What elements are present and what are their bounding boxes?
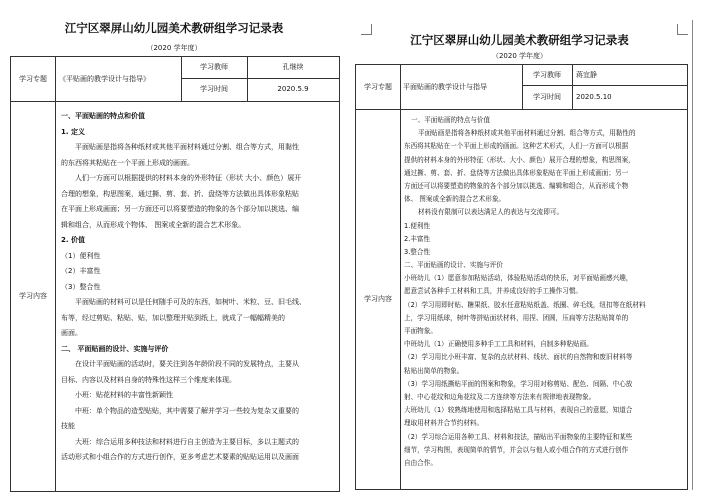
content-line: 二、 平面贴画的设计、实施与评价 bbox=[61, 344, 169, 353]
content-line: 中班：单个物品的造型贴贴，其中需要了解并学习一些较为复杂又重要的 bbox=[75, 406, 299, 415]
content-line: 自由合作。 bbox=[404, 458, 437, 467]
content-line: 材料没有限制可以表达满足人的表达与交流即可。 bbox=[418, 208, 564, 217]
content-line: 平面物象。 bbox=[404, 327, 437, 335]
content-line: 活动形式和小组合作的方式进行创作，更多考虑艺术要素的贴贴运用以及画面 bbox=[61, 453, 299, 461]
content-line: 大班幼儿（1）较熟练地使用和选择粘贴工具与材料，表现自己的意愿，知道合 bbox=[404, 406, 633, 415]
record-table bbox=[10, 56, 340, 492]
content-line: 1. 定义 bbox=[61, 127, 85, 136]
content-line: 的东西将其粘贴在一个平面上形成的画面。 bbox=[61, 158, 194, 167]
content-line: 在设计平面贴画的活动时，要关注到各年龄阶段不同的发展特点，主要从 bbox=[75, 360, 299, 368]
content-line: 二、平面贴画的设计、实施与评价 bbox=[404, 261, 503, 270]
content-body bbox=[61, 109, 337, 491]
page-title: 江宁区翠屏山幼儿园美术教研组学习记录表 bbox=[410, 33, 629, 47]
content-line: 愿意尝试各种手工材料和工具，并养成良好的手工操作习惯。 bbox=[404, 287, 583, 296]
record-table bbox=[355, 64, 688, 490]
content-line: 人们一方面可以根据提供的材料本身的外形特征（形状 大小、颜色）展开 bbox=[75, 174, 302, 182]
academic-year: （2020 学年度） bbox=[491, 52, 548, 60]
topic-value: 平面贴画的教学设计与指导 bbox=[403, 83, 487, 91]
content-body bbox=[404, 114, 685, 489]
content-line: 射、中心花纹和边角花纹及二方连续等方法来有规律地表现物象。 bbox=[404, 392, 596, 401]
content-line: 提供的材料本身的外形特征（形状、大小、颜色）展开合理的想象，构思图案， bbox=[404, 155, 635, 164]
content-line: （2）学习用即时贴、糖果纸、胶水任意粘贴纸盖、纸圈、碎毛线，纽扣等在纸材料 bbox=[404, 300, 646, 309]
topic-label: 学习专题 bbox=[19, 75, 47, 83]
content-line: 画面。 bbox=[61, 329, 82, 337]
content-line: 小班幼儿（1）愿意参加粘贴活动，体验粘贴活动的快乐，对平面贴画感兴趣， bbox=[404, 274, 633, 283]
content-line: 通过撕、剪、套、折、盘绕等方法做出具体形象粘贴在平面上形成画面；另一 bbox=[404, 168, 629, 177]
content-line: 方面还可以将要塑造的物象的各个部分加以挑选、编辑和组合，从而形成个物 bbox=[404, 181, 629, 190]
content-line: 体、 图案或全新的混合艺术形象。 bbox=[404, 195, 506, 204]
time-label: 学习时间 bbox=[533, 93, 561, 101]
content-line: 目标、内容以及材料自身的特殊性这样三个维度来体现。 bbox=[61, 375, 236, 384]
content-line: 平面贴画是指将各种纸材或其他平面材料通过分割、组合等方式，用黏性的 bbox=[418, 129, 636, 138]
content-line: 辑和组合，从而形成个物体、 图案或全新的混合艺术形象。 bbox=[61, 220, 246, 229]
content-line: 细节，学习构图，表现简单的情节，并会以与他人或小组合作的方式进行创作 bbox=[404, 445, 629, 454]
content-line: 粘贴出简单的物象。 bbox=[404, 366, 464, 375]
academic-year: （2020 学年度） bbox=[146, 44, 202, 52]
right-record-page bbox=[347, 20, 693, 490]
content-line: 理取用材料并合节约材料。 bbox=[404, 419, 484, 428]
content-line: 技能 bbox=[61, 422, 75, 430]
teacher-label: 学习教师 bbox=[533, 71, 561, 79]
content-line: 平面贴画的材料可以是任何随手可及的东西，如树叶、米粒、豆、旧毛线、 bbox=[75, 298, 306, 306]
content-line: 合理的想象，构思图案，通过撕、剪、套、折、盘绕等方法做出具体形象粘贴 bbox=[61, 189, 299, 198]
content-line: 小班：贴花材料的丰富性新颖性 bbox=[75, 391, 173, 399]
teacher-value: 蒋宜静 bbox=[576, 71, 597, 79]
content-line: （2）丰富性 bbox=[61, 267, 101, 275]
content-line: 3.整合性 bbox=[404, 247, 431, 256]
content-line: 东西将其粘贴在一个平面上形成的画面。这种艺术形式，人们一方面可以根据 bbox=[404, 142, 629, 151]
content-line: 在平面上形成画面；另一方面还可以将要塑造的物象的各个部分加以挑选、编 bbox=[61, 205, 299, 213]
content-line: （2）学习用比小班丰富、复杂的点状材料、线状、面状的自然物和废旧材料等 bbox=[404, 353, 633, 362]
content-label: 学习内容 bbox=[19, 292, 47, 300]
content-line: （1）便利性 bbox=[61, 251, 101, 260]
topic-label: 学习专题 bbox=[364, 83, 392, 91]
content-line: 2. 价值 bbox=[61, 236, 85, 244]
content-line: （2）学习综合运用各种工具、材料和技法，描贴出平面物象的主要特征和某些 bbox=[404, 432, 633, 441]
content-line: （3）学习用纸撕贴平面的图案和物象，学习用对称剪贴、配色、间隔、中心放 bbox=[404, 379, 633, 388]
content-line: 上，学习用纸球，树叶等拼贴面状材料，用捏、团圆，压扁等方法粘贴简单的 bbox=[404, 313, 629, 322]
content-line: 布等，经过剪贴、粘贴、贴，加以整理并贴到纸上，就成了一幅幅精美的 bbox=[61, 313, 285, 322]
content-line: 大班：综合运用多种技法和材料进行自主创造为主要目标，多以主题式的 bbox=[75, 437, 299, 446]
time-value: 2020.5.9 bbox=[277, 85, 309, 93]
content-line: 中班幼儿（1）正确使用多种手工工具和材料，自制多种粘贴画。 bbox=[404, 340, 593, 349]
topic-value: 《平贴画的教学设计与指导》 bbox=[59, 75, 150, 83]
page-title: 江宁区翠屏山幼儿园美术教研组学习记录表 bbox=[64, 21, 284, 35]
content-label: 学习内容 bbox=[364, 295, 392, 303]
teacher-value: 孔继续 bbox=[282, 63, 304, 71]
content-line: 1.便利性 bbox=[404, 221, 431, 230]
time-label: 学习时间 bbox=[200, 85, 228, 93]
time-value: 2020.5.10 bbox=[576, 93, 612, 101]
content-line: 一、平面贴画的特点和价值 bbox=[61, 112, 145, 120]
content-line: 2.丰富性 bbox=[404, 234, 431, 243]
content-line: 一、平面贴画的特点与价值 bbox=[411, 116, 491, 124]
content-line: 平面贴画是指将各种纸材或其他平面材料通过分割、组合等方式，用黏性 bbox=[75, 143, 299, 151]
left-record-page bbox=[4, 4, 344, 492]
content-line: （3）整合性 bbox=[61, 282, 101, 291]
teacher-label: 学习教师 bbox=[200, 63, 228, 71]
